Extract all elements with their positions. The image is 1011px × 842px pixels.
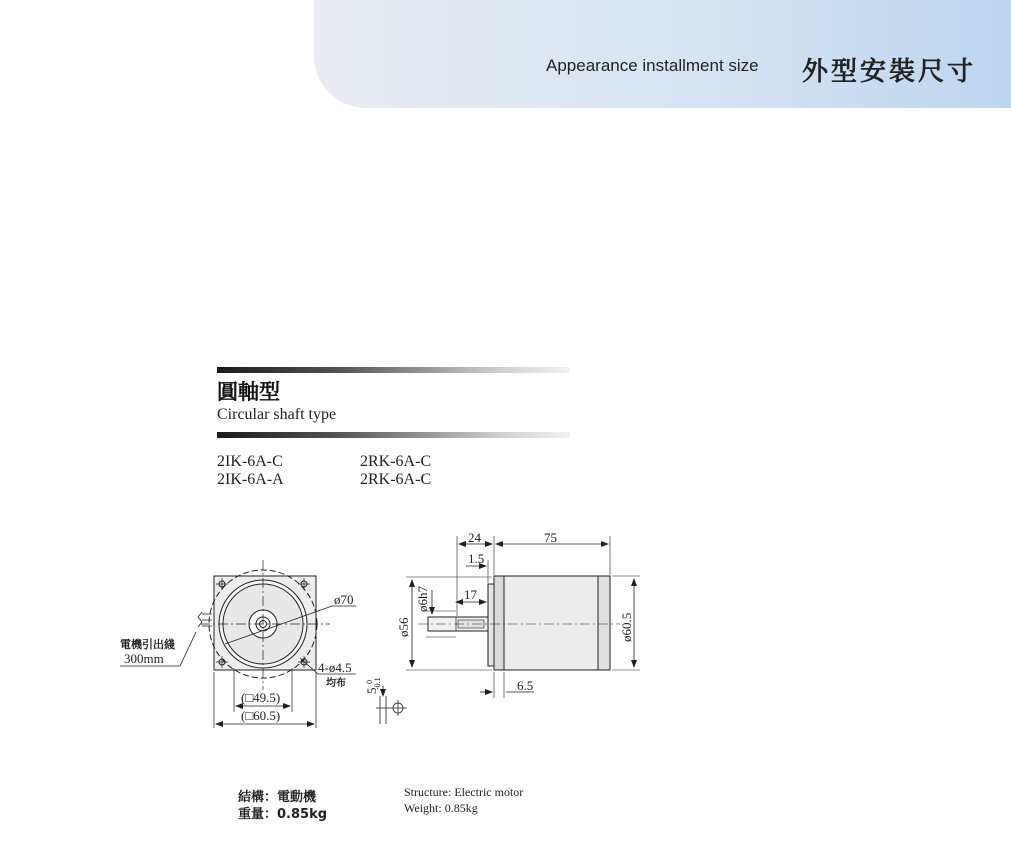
label-flat-length: 17	[464, 587, 477, 602]
label-flange-thk: 6.5	[517, 678, 534, 693]
label-key-tol-upper: 0	[365, 680, 374, 684]
label-inner-square: (□49.5)	[241, 690, 281, 705]
label-holes-note: 均布	[326, 678, 346, 689]
label-flange-step: 1.5	[468, 551, 485, 566]
side-view	[406, 536, 640, 698]
key-detail	[376, 686, 407, 724]
header-title-zh: 外型安裝尺寸	[802, 57, 977, 87]
label-key-dim: 5	[364, 687, 379, 694]
label-body-length: 75	[544, 530, 557, 545]
label-lead-wire-zh: 電機引出綫	[120, 638, 175, 651]
section-title-zh: 圓軸型	[217, 380, 280, 404]
label-shaft-dia: ø6h7	[415, 586, 430, 612]
header-title-en: Appearance installment size	[546, 56, 759, 75]
label-shaft-length: 24	[468, 530, 481, 545]
spec-weight-zh: 重量：0.85kg	[238, 807, 328, 822]
label-dia-outer: ø70	[334, 592, 354, 607]
label-holes: 4-ø4.5	[318, 660, 352, 675]
label-lead-wire-length: 300mm	[124, 651, 164, 666]
label-body-dia: ø60.5	[619, 612, 634, 642]
model-right-1: 2RK-6A-C	[360, 453, 432, 470]
model-right-2: 2RK-6A-C	[360, 471, 432, 488]
label-pilot-dia: ø56	[396, 617, 411, 637]
label-key-tol-lower: -0.1	[373, 677, 382, 690]
model-left-1: 2IK-6A-C	[217, 453, 283, 470]
spec-weight-en: Weight: 0.85kg	[404, 801, 478, 815]
spec-structure-en: Structure: Electric motor	[404, 785, 524, 799]
section-title-en: Circular shaft type	[217, 406, 337, 423]
side-flange	[494, 576, 504, 670]
side-pilot	[488, 584, 494, 666]
model-left-2: 2IK-6A-A	[217, 471, 284, 488]
side-body	[504, 576, 598, 670]
spec-structure-zh: 結構：電動機	[238, 790, 317, 805]
side-end-cap	[598, 576, 610, 670]
label-outer-square: (□60.5)	[241, 708, 281, 723]
